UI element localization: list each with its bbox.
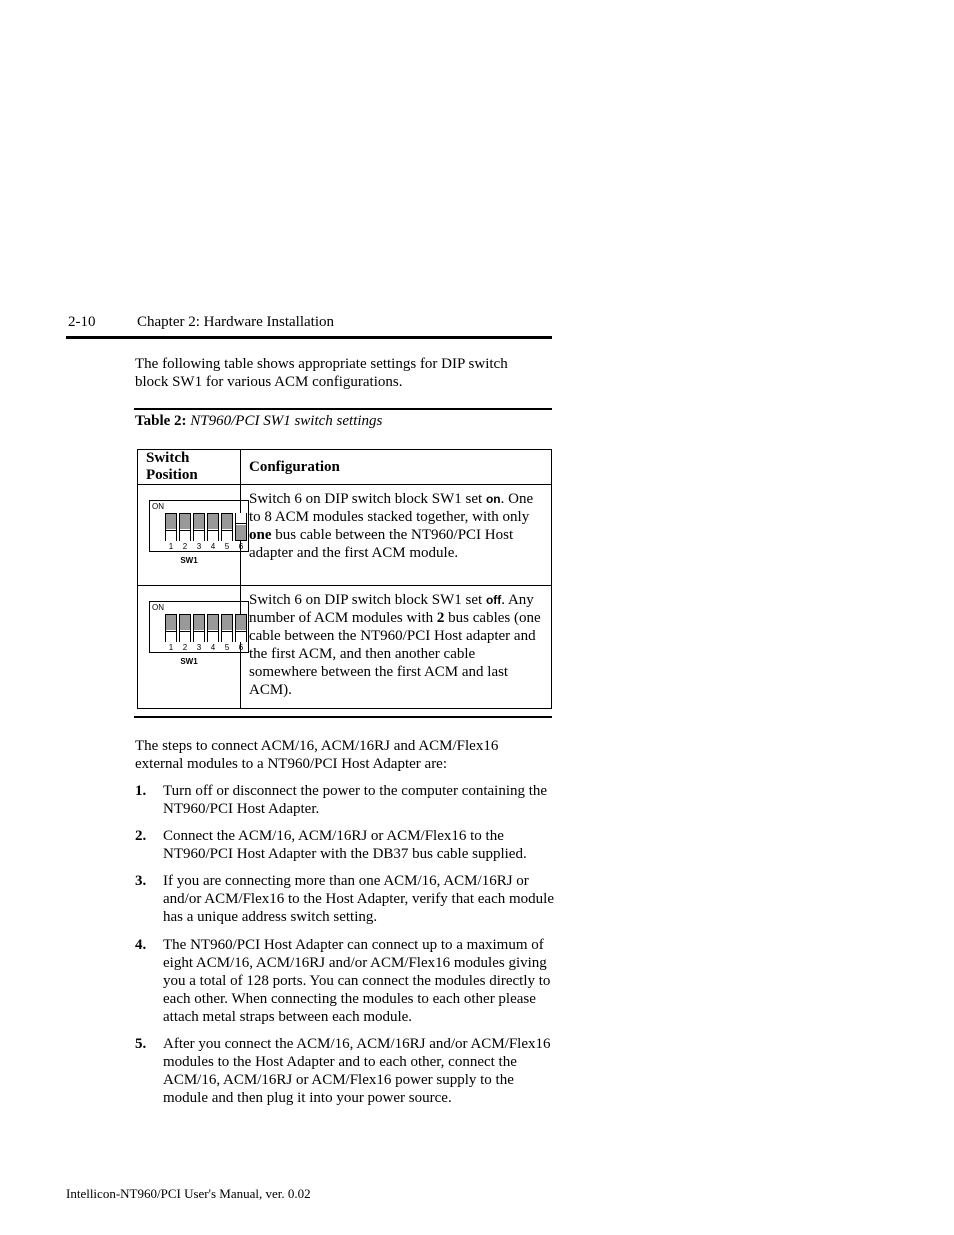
dip-switch-number: 2 <box>182 542 188 551</box>
step-number: 4. <box>135 937 147 953</box>
dip-switch-number: 4 <box>210 643 216 652</box>
table-row <box>138 485 552 586</box>
dip-switch-number: 4 <box>210 542 216 551</box>
dip-switch <box>165 513 177 541</box>
config-text: Switch 6 on DIP switch block SW1 set <box>249 491 486 507</box>
step-text: Connect the ACM/16, ACM/16RJ or ACM/Flex16 to the NT960/PCI Host Adapter with the DB37 bus cable supplied. <box>163 828 527 862</box>
step-text: After you connect the ACM/16, ACM/16RJ and/or ACM/Flex16 modules to the Host Adapter and to each other, connect the ACM/16, ACM/16RJ or ACM/Flex16 power supply to the module and then plug it into your power source. <box>163 1036 551 1106</box>
page-header <box>66 314 552 339</box>
dip-switch-number: 6 <box>238 542 244 551</box>
step-text: Turn off or disconnect the power to the computer containing the NT960/PCI Host Adapter. <box>163 783 548 817</box>
config-text: bus cables (one cable between the NT960/PCI Host adapter and the first ACM, and then another cable somewhere between the first ACM and last ACM). <box>249 610 541 698</box>
table-caption <box>135 413 382 430</box>
chapter-title: Chapter 2: Hardware Installation <box>137 314 335 330</box>
dip-switch <box>207 513 219 541</box>
list-item <box>135 827 555 863</box>
dip-switch <box>221 614 233 642</box>
list-item <box>135 872 555 926</box>
list-item <box>135 936 555 1026</box>
dip-switch-number: 2 <box>182 643 188 652</box>
dip-switch-number: 3 <box>196 542 202 551</box>
config-emphasis: 2 <box>436 610 445 626</box>
step-number: 1. <box>135 783 147 799</box>
table-top-rule <box>134 408 552 410</box>
table-caption-label: Table 2: <box>135 413 187 429</box>
dip-cell <box>138 586 244 709</box>
dip-switch-number: 5 <box>224 643 230 652</box>
dip-switch <box>179 513 191 541</box>
switch-state: off <box>485 593 502 607</box>
header-switch-position: Switch Position <box>138 450 241 485</box>
dip-block-label: SW1 <box>180 556 198 565</box>
dip-switch-number: 1 <box>168 643 174 652</box>
dip-switch-number: 1 <box>168 542 174 551</box>
table-header-row <box>138 450 552 485</box>
config-text: bus cable between the NT960/PCI Host adapter and the first ACM module. <box>249 527 514 561</box>
page-number: 2-10 <box>68 314 96 330</box>
table-row <box>138 586 552 709</box>
switch-settings-table <box>137 449 552 709</box>
config-text: Switch 6 on DIP switch block SW1 set <box>249 592 486 608</box>
dip-switch <box>179 614 191 642</box>
dip-switch <box>235 513 247 541</box>
dip-switch <box>235 614 247 642</box>
config-text: . Any number of ACM modules with <box>249 592 534 626</box>
step-number: 2. <box>135 828 147 844</box>
step-text: If you are connecting more than one ACM/16, ACM/16RJ or and/or ACM/Flex16 to the Host Adapter, verify that each module has a unique address switch setting. <box>163 873 554 925</box>
dip-switch <box>193 513 205 541</box>
page-footer: Intellicon-NT960/PCI User's Manual, ver. 0.02 <box>66 1186 311 1201</box>
dip-on-label: ON <box>152 603 164 612</box>
intro-paragraph: The following table shows appropriate settings for DIP switch block SW1 for various ACM configurations. <box>135 356 508 390</box>
header-configuration: Configuration <box>241 450 552 485</box>
dip-cell <box>138 485 244 586</box>
step-number: 3. <box>135 873 147 889</box>
switch-state: on <box>485 492 501 506</box>
steps-intro: The steps to connect ACM/16, ACM/16RJ and ACM/Flex16 external modules to a NT960/PCI Host Adapter are: <box>135 738 499 772</box>
dip-switch <box>221 513 233 541</box>
dip-switch-number: 6 <box>238 643 244 652</box>
dip-block-label: SW1 <box>180 657 198 666</box>
table-bottom-rule <box>134 716 552 718</box>
dip-on-label: ON <box>152 502 164 511</box>
dip-switch <box>193 614 205 642</box>
config-emphasis: one <box>249 527 272 543</box>
config-text: . One to 8 ACM modules stacked together, with only <box>249 491 534 525</box>
table-caption-title: NT960/PCI SW1 switch settings <box>190 413 383 429</box>
dip-switch-diagram <box>138 586 244 670</box>
dip-switch <box>207 614 219 642</box>
step-number: 5. <box>135 1036 147 1052</box>
dip-switch-number: 5 <box>224 542 230 551</box>
dip-switch <box>165 614 177 642</box>
list-item <box>135 1035 555 1107</box>
configuration-cell <box>241 485 552 586</box>
dip-switch-number: 3 <box>196 643 202 652</box>
list-item <box>135 782 555 818</box>
dip-switch-diagram <box>138 485 244 569</box>
step-text: The NT960/PCI Host Adapter can connect up to a maximum of eight ACM/16, ACM/16RJ and/or ACM/Flex16 modules giving you a total of 128 ports. You can connect the modules directly to each other. When connecting the modules to each other please attach metal straps between each module. <box>163 937 551 1025</box>
configuration-cell <box>241 586 552 709</box>
